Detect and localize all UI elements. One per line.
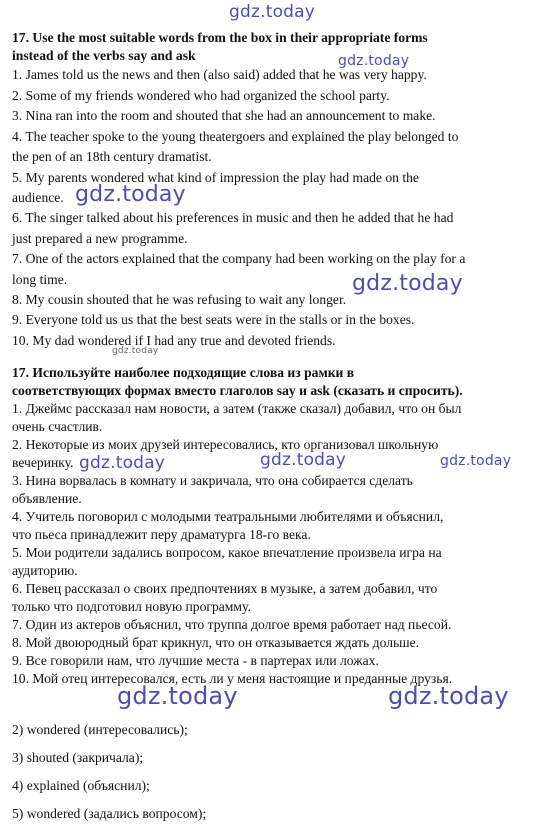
watermark: gdz.today [338, 53, 410, 69]
watermark: gdz.today [117, 682, 238, 710]
exercise-ru-line: 3. Нина ворвалась в комнату и закричала, что она собирается сделать [12, 473, 413, 488]
watermark: gdz.today [260, 450, 347, 470]
watermark: gdz.today [79, 453, 166, 473]
answer-line: 5) wondered (задались вопросом); [12, 806, 207, 821]
exercise-ru-line: 9. Все говорили нам, что лучшие места - в партерах или ложах. [12, 653, 379, 668]
exercise-en-line: the pen of an 18th century dramatist. [12, 149, 212, 164]
exercise-ru-line: 7. Один из актеров объяснил, что труппа долгое время работает над пьесой. [12, 617, 452, 632]
watermark: gdz.today [75, 182, 186, 207]
exercise-ru-title-line-1: 17. Используйте наиболее подходящие слова из рамки в [12, 365, 355, 380]
watermark: gdz.today [229, 2, 316, 22]
exercise-en-line: 5. My parents wondered what kind of impression the play had made on the [12, 170, 419, 185]
exercise-ru-line: 2. Некоторые из моих друзей интересовались, кто организовал школьную [12, 437, 439, 452]
exercise-en-line: 6. The singer talked about his preferences in music and then he added that he had [12, 210, 454, 225]
exercise-ru-line: только что подготовил новую программу. [12, 599, 251, 614]
exercise-ru-line: 5. Мои родители задались вопросом, какое впечатление произвела игра на [12, 545, 442, 560]
exercise-en-line: 2. Some of my friends wondered who had organized the school party. [12, 88, 390, 103]
exercise-en-line: 9. Everyone told us us that the best seats were in the stalls or in the boxes. [12, 312, 415, 327]
watermark: gdz.today [388, 682, 509, 710]
exercise-en-line: 4. The teacher spoke to the young theatergoers and explained the play belonged to [12, 129, 459, 144]
exercise-en-title-line-2: instead of the verbs say and ask [12, 48, 196, 63]
exercise-en-title-line-1: 17. Use the most suitable words from the box in their appropriate forms [12, 30, 428, 45]
exercise-ru-line: 8. Мой двоюродный брат крикнул, что он отказывается ждать дольше. [12, 635, 420, 650]
exercise-en-line: 1. James told us the news and then (also said) added that he was very happy. [12, 67, 427, 82]
watermark: gdz.today [112, 346, 159, 356]
exercise-en-line: long time. [12, 272, 68, 287]
exercise-ru-line: вечеринку. [12, 455, 74, 470]
exercise-ru-line: 1. Джеймс рассказал нам новости, а затем (также сказал) добавил, что он был [12, 401, 462, 416]
watermark: gdz.today [352, 271, 463, 296]
exercise-en-line: 10. My dad wondered if I had any true and devoted friends. [12, 333, 336, 348]
exercise-ru-line: объявление. [12, 491, 82, 506]
answer-line: 2) wondered (интересовались); [12, 722, 188, 737]
watermark: gdz.today [440, 453, 512, 469]
exercise-en-line: just prepared a new programme. [12, 231, 188, 246]
exercise-en-line: 7. One of the actors explained that the company had been working on the play for a [12, 251, 466, 266]
exercise-en-line: 3. Nina ran into the room and shouted that she had an announcement to make. [12, 108, 436, 123]
exercise-ru-line: 4. Учитель поговорил с молодыми театральными любителями и объяснил, [12, 509, 444, 524]
exercise-en-line: audience. [12, 190, 64, 205]
exercise-ru-line: 6. Певец рассказал о своих предпочтениях в музыке, а затем добавил, что [12, 581, 438, 596]
exercise-ru-title-line-2: соответствующих формах вместо глаголов say и ask (сказать и спросить). [12, 383, 463, 398]
exercise-ru-line: аудиторию. [12, 563, 78, 578]
answer-line: 3) shouted (закричала); [12, 750, 144, 765]
exercise-ru-line: 10. Мой отец интересовался, есть ли у меня настоящие и преданные друзья. [12, 671, 453, 686]
exercise-en-line: 8. My cousin shouted that he was refusing to wait any longer. [12, 292, 347, 307]
exercise-ru-line: что пьеса принадлежит перу драматурга 18-го века. [12, 527, 311, 542]
exercise-ru-line: очень счастлив. [12, 419, 103, 434]
answer-line: 4) explained (объяснил); [12, 778, 150, 793]
